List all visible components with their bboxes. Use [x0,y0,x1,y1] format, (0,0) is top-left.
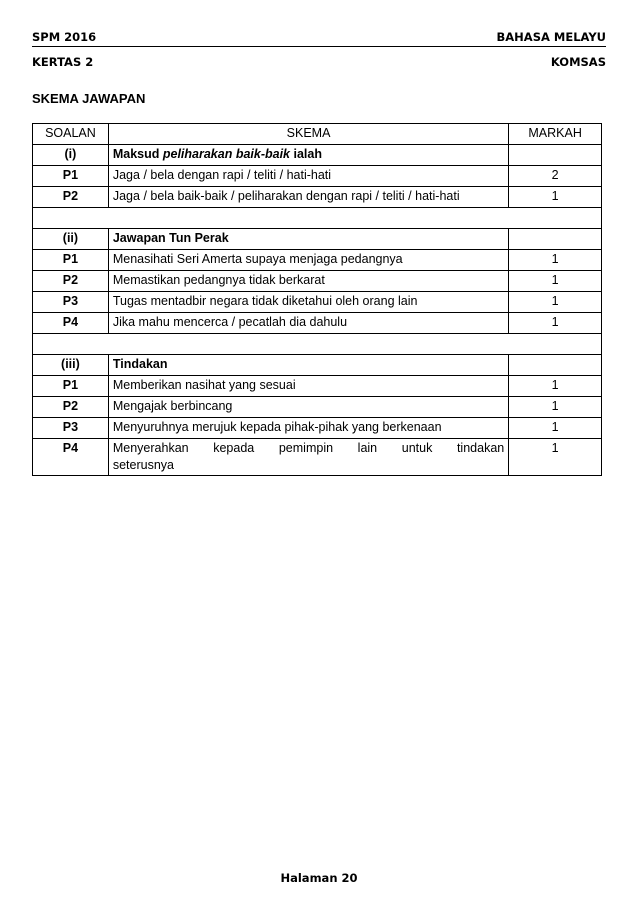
question-number: (iii) [33,355,109,376]
empty-mark-cell [509,229,602,250]
point-label: P4 [33,313,109,334]
point-text: Menasihati Seri Amerta supaya menjaga pedangnya [108,250,508,271]
point-mark: 2 [509,166,602,187]
table-row [33,397,602,418]
section-title-row [33,355,602,376]
point-text: Jaga / bela dengan rapi / teliti / hati-hati [108,166,508,187]
blank-cell [33,208,602,229]
header-subject-label: BAHASA MELAYU [496,30,606,44]
point-mark: 1 [509,313,602,334]
section-title: Jawapan Tun Perak [108,229,508,250]
point-mark: 1 [509,418,602,439]
point-mark: 1 [509,250,602,271]
point-text: Memberikan nasihat yang sesuai [108,376,508,397]
point-text: Tugas mentadbir negara tidak diketahui oleh orang lain [108,292,508,313]
header-exam-label: SPM 2016 [32,30,97,44]
point-text [108,439,508,476]
header-paper-label: KERTAS 2 [32,55,94,69]
table-row [33,313,602,334]
header-row-top [32,30,606,44]
table-header-row [33,124,602,145]
table-row [33,439,602,476]
point-label: P3 [33,292,109,313]
point-mark: 1 [509,292,602,313]
point-mark: 1 [509,376,602,397]
question-number: (ii) [33,229,109,250]
column-header-skema: SKEMA [108,124,508,145]
header-divider [32,46,606,47]
point-text: Jaga / bela baik-baik / peliharakan dengan rapi / teliti / hati-hati [108,187,508,208]
page-number: Halaman 20 [280,871,358,885]
empty-mark-cell [509,355,602,376]
point-label: P2 [33,271,109,292]
point-label: P1 [33,166,109,187]
point-label: P1 [33,250,109,271]
table-row [33,418,602,439]
point-mark: 1 [509,397,602,418]
table-row [33,250,602,271]
point-mark: 1 [509,271,602,292]
point-text-line-2: seterusnya [112,458,175,472]
header-component-label: KOMSAS [550,55,606,69]
point-text: Memastikan pedangnya tidak berkarat [108,271,508,292]
point-label: P2 [33,187,109,208]
section-title: Tindakan [108,355,508,376]
section-title-row [33,145,602,166]
point-text: Menyuruhnya merujuk kepada pihak-pihak yang berkenaan [108,418,508,439]
section-title [108,145,508,166]
answer-scheme-table [32,123,602,476]
table-row [33,271,602,292]
empty-mark-cell [509,145,602,166]
point-mark: 1 [509,187,602,208]
point-label: P3 [33,418,109,439]
question-number: (i) [33,145,109,166]
table-row [33,166,602,187]
point-label: P4 [33,439,109,476]
blank-separator-row [33,334,602,355]
page-title: SKEMA JAWAPAN [32,91,146,106]
point-label: P1 [33,376,109,397]
section-title-suffix: ialah [290,147,322,161]
section-title-row [33,229,602,250]
point-text: Mengajak berbincang [108,397,508,418]
section-title-prefix: Maksud [112,147,163,161]
table-row [33,187,602,208]
point-label: P2 [33,397,109,418]
header-row-bottom [32,55,606,69]
column-header-soalan: SOALAN [33,124,109,145]
blank-cell [33,334,602,355]
section-title-italic: peliharakan baik-baik [162,147,291,161]
point-text-line-1: Menyerahkan kepada pemimpin lain untuk tindakan [112,441,505,455]
point-mark: 1 [509,439,602,476]
table-row [33,376,602,397]
point-text: Jika mahu mencerca / pecatlah dia dahulu [108,313,508,334]
table-row [33,292,602,313]
column-header-markah: MARKAH [509,124,602,145]
blank-separator-row [33,208,602,229]
